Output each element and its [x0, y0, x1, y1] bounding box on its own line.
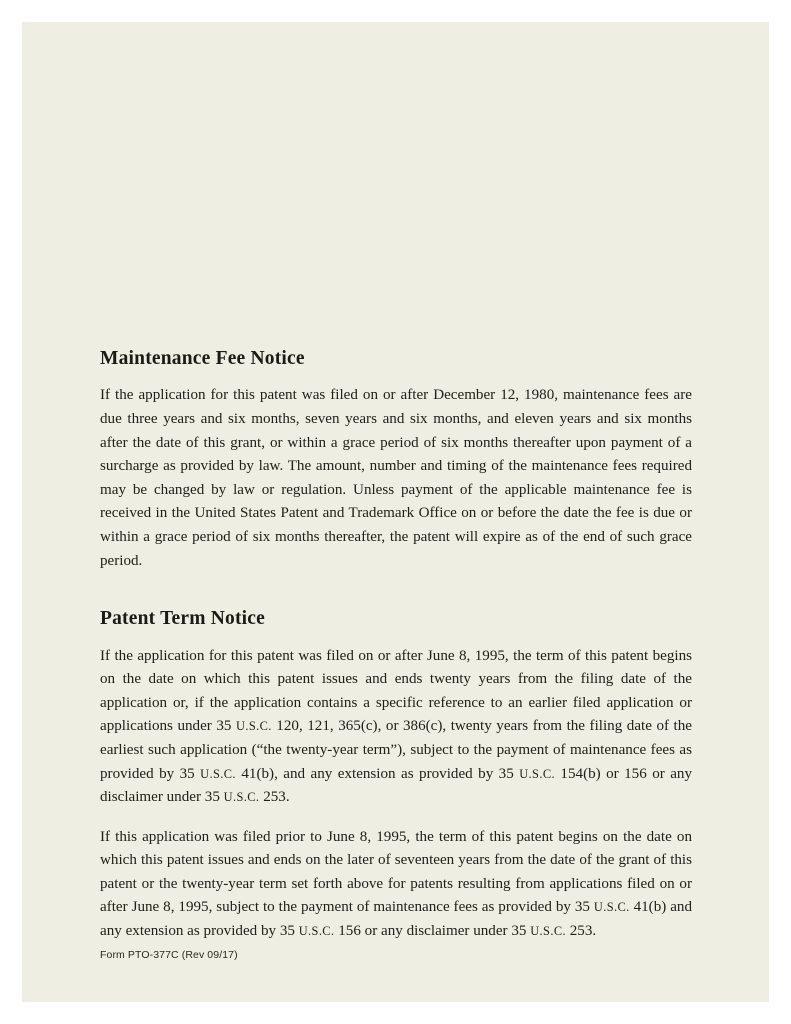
document-body: [100, 347, 692, 944]
section-patent-term-notice: [100, 607, 692, 944]
page-title-maintenance-fee-notice: Maintenance Fee Notice: [100, 348, 305, 369]
paragraph-maintenance-fee: If the application for this patent was filed on or after December 12, 1980, maintenance fees are due three years and six months, seven years and six months, and eleven years and six months after the date of this grant, or within a grace period of six months thereafter upon payment of a surcharge as provided by law. The amount, number and timing of the maintenance fees required may be changed by law or regulation. Unless payment of the applicable maintenance fee is received in the United States Patent and Trademark Office on or before the date the fee is due or within a grace period of six months thereafter, the patent will expire as of the end of such grace period.: [100, 387, 692, 569]
paragraph-patent-term-after-1995: If the application for this patent was filed on or after June 8, 1995, the term of this patent begins on the date on which this patent issues and ends twenty years from the filing date of the application or, if the application contains a specific reference to an earlier filed application or applications under 35 U.S.C. 120, 121, 365(c), or 386(c), twenty years from the filing date of the earliest such application (“the twenty-year term”), subject to the payment of maintenance fees as provided by 35 U.S.C. 41(b), and any extension as provided by 35 U.S.C. 154(b) or 156 or any disclaimer under 35 U.S.C. 253.: [100, 647, 693, 806]
document-page: [22, 22, 769, 1002]
section-maintenance-fee-notice: [100, 347, 692, 573]
page-title-patent-term-notice: Patent Term Notice: [100, 608, 265, 630]
paragraph-patent-term-before-1995: If this application was filed prior to June 8, 1995, the term of this patent begins on the date on which this patent issues and ends on the later of seventeen years from the date of the grant of this patent or the twenty-year term set forth above for patents resulting from applications filed on or after June 8, 1995, subject to the payment of maintenance fees as provided by 35 U.S.C. 41(b) and any extension as provided by 35 U.S.C. 156 or any disclaimer under 35 U.S.C. 253.: [100, 828, 692, 940]
form-number-footer: Form PTO-377C (Rev 09/17): [100, 949, 238, 961]
